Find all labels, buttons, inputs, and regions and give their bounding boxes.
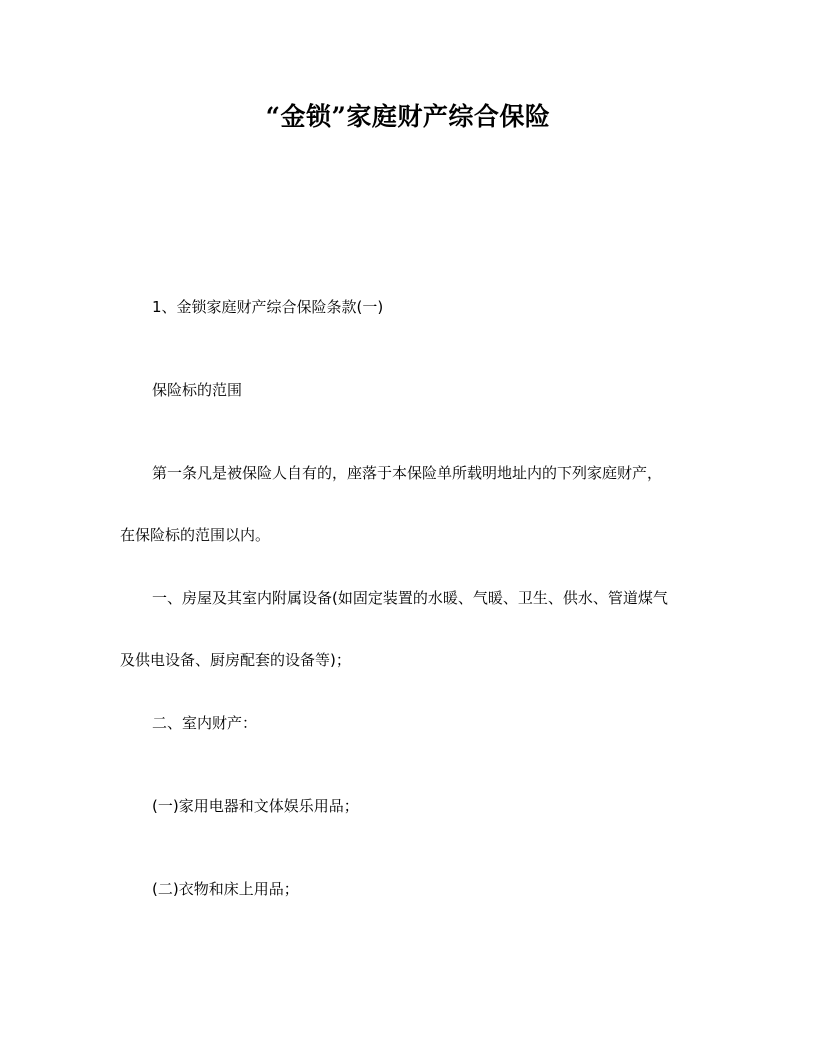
item-two-paragraph — [120, 713, 710, 733]
item-one-paragraph — [120, 588, 710, 670]
paragraph-line: 一、房屋及其室内附属设备(如固定装置的水暖、气暖、卫生、供水、管道煤气 — [152, 589, 668, 607]
clause-heading — [120, 297, 710, 317]
paragraph-line: 1、金锁家庭财产综合保险条款(一) — [152, 298, 384, 316]
section-heading — [120, 380, 710, 400]
paragraph-line: (二)衣物和床上用品； — [152, 880, 299, 898]
paragraph-line: 及供电设备、厨房配套的设备等)； — [120, 651, 351, 669]
paragraph-line: 第一条凡是被保险人自有的，座落于本保险单所载明地址内的下列家庭财产， — [152, 464, 663, 482]
sub-item-two-paragraph — [120, 879, 710, 899]
document-title: “金锁”家庭财产综合保险 — [265, 102, 551, 131]
paragraph-line: 保险标的范围 — [152, 381, 243, 399]
paragraph-line: (一)家用电器和文体娱乐用品； — [152, 797, 359, 815]
paragraph-line: 在保险标的范围以内。 — [120, 526, 271, 544]
article-one-paragraph — [120, 463, 710, 545]
paragraph-line: 二、室内财产： — [152, 714, 258, 732]
sub-item-one-paragraph — [120, 796, 710, 816]
